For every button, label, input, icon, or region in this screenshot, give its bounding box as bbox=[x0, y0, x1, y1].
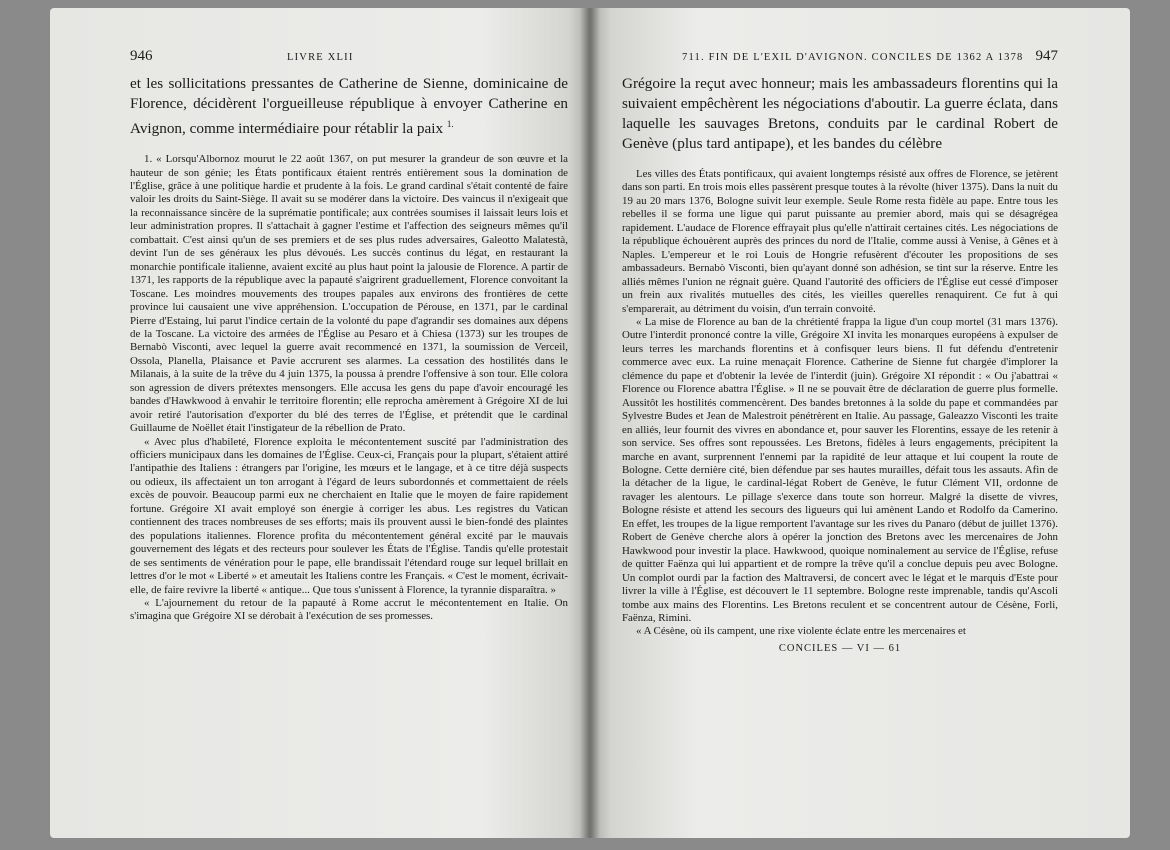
left-note-paragraph: « L'ajournement du retour de la papauté à Rome accrut le mécontentement en Italie. On s'imagina que Grégoire XI se dérobait à l'exécution de ses promesses. bbox=[130, 597, 568, 623]
left-page bbox=[50, 8, 590, 838]
right-page bbox=[590, 8, 1130, 838]
footnote-reference: 1. bbox=[446, 119, 454, 129]
right-running-head bbox=[622, 48, 1058, 66]
left-note-paragraph: « Avec plus d'habileté, Florence exploita le mécontentement suscité par l'administration des officiers municipaux dans les domaines de l'Église. Ceux-ci, Français pour la plupart, s'étaient attiré l'antipathie des Italiens : étrangers par l'origine, les mœurs et le langage, et à ce titre déjà suspects ou odieux, ils affectaient un ton arrogant à l'égard de leurs subordonnés et commettaient de réels excès de pouvoir. Beaucoup parmi eux ne cherchaient en Italie que le moyen de faire rapidement fortune. Grégoire XI avait employé son énergie à corriger les abus. Les registres du Vatican contiennent des traces nombreuses de ses efforts; mais ils prouvent aussi le bien-fondé des plaintes des populations italiennes. Florence profita du mécontentement général excité par le mauvais gouvernement des légats et des recteurs pour soulever les États de l'Église. Tandis qu'elle protestait de ses sentiments de vénération pour le pape, elle brandissait l'étendard rouge sur lequel brillait en lettres d'or le mot « Liberté » et ameutait les Italiens contre les Français. « C'est le moment, écrivait-elle, de faire revivre la liberté « antique... Que tous s'unissent à Florence, la tyrannie disparaîtra. » bbox=[130, 435, 568, 596]
right-note-paragraph: « A Césène, où ils campent, une rixe violente éclate entre les mercenaires et bbox=[636, 625, 966, 638]
signature-mark: CONCILES — VI — 61 bbox=[778, 642, 902, 654]
left-page-number: 946 bbox=[130, 48, 153, 64]
right-body-text: Grégoire la reçut avec honneur; mais les ambassadeurs florentins qui la suivaient empêchèrent les négociations d'aboutir. La guerre éclata, dans laquelle les sauvages Bretons, conduits par le cardinal Robert de Genève (plus tard antipape), et les bandes du célèbre bbox=[622, 75, 1058, 152]
left-running-head bbox=[130, 48, 568, 66]
left-note-paragraph: 1. « Lorsqu'Albornoz mourut le 22 août 1367, on put mesurer la grandeur de son œuvre et la hauteur de son génie; les États pontificaux étaient rentrés entièrement sous la domination de l'Église, grâce à une politique hardie et prudente à la fois. Le grand cardinal s'était contenté de faire valoir les droits du Saint-Siège. Il avait su se modérer dans la victoire. Des vaincus il n'exigeait que la reconnaissance sincère de la suprématie pontificale; aux contrées soumises il laissait leurs lois et leur administration propres. Il s'attachait à gagner l'estime et l'affection des seigneurs mêmes qu'il combattait. C'est ainsi qu'un de ses premiers et de ses plus rudes adversaires, Galeotto Malatestà, devint l'un de ses généraux les plus dévoués. Les succès continus du légat, en restaurant la monarchie pontificale italienne, avaient excité au plus haut point la jalousie de Florence. A partir de 1371, les rapports de la république avec la papauté s'aigrirent graduellement, Florence convoitant la Toscane. Les moindres mouvements des troupes papales aux environs des frontières de cette province lui causaient une vive appréhension. L'occupation de Pérouse, en 1371, par le cardinal Pierre d'Estaing, lui parut l'indice certain de la volonté du pape d'agrandir ses domaines aux dépens de la Toscane. La victoire des armées de l'Église au Pesaro et à Chiesa (1373) sur les troupes de Bernabò Visconti, avec lequel la guerre avait recommencé en 1371, la soumission de Verceil, Ossola, Planella, Plaisance et Pavie accrurent ses alarmes. La cessation des hostilités dans le Milanais, à la suite de la trêve du 4 juin 1375, la poussa à prendre l'offensive à son tour. Elle colora son agression de divers prétextes mensongers. Elle accusa les gens du pape d'avoir encouragé les bandes d'Hawkwood à envahir le territoire florentin; elle reprocha amèrement à Grégoire XI de lui avoir retiré l'autorisation d'exporter du blé des terres de l'Église, et prétendit que le cardinal Guillaume de Noëllet était l'instigateur de la rébellion de Prato. bbox=[130, 153, 568, 435]
left-body-paragraph: et les sollicitations pressantes de Catherine de Sienne, dominicaine de Florence, décidèrent l'orgueilleuse république à envoyer Catherine en Avignon, comme intermédiaire pour rétablir la paix bbox=[130, 75, 568, 138]
right-page-number: 947 bbox=[1035, 48, 1058, 64]
right-note-paragraph: Les villes des États pontificaux, qui avaient longtemps résisté aux offres de Florence, se jetèrent dans son parti. En trois mois elles passèrent presque toutes à la révolte (hiver 1375). Dans la nuit du 19 au 20 mars 1376, Bologne suivit leur exemple. Seule Rome resta fidèle au pape. Entre tous les rebelles il se forma une ligue qui parut puissante au premier abord, mais qui se désagrégea rapidement. L'audace de Florence effrayait plus qu'elle n'attirait certaines cités. Les négociations de la république échouèrent auprès des princes du nord de l'Italie, comme aussi à Venise, à Gênes et à Naples. L'empereur et le roi Louis de Hongrie refusèrent d'écouter les propositions de ses ambassadeurs. Bernabò Visconti, bien qu'ayant donné son adhésion, se tint sur la réserve. Entre les alliés mêmes l'union ne régnait guère. Quand l'autorité des officiers de l'Église eut cessé d'imposer un frein aux rivalités mutuelles des cités, les vieilles querelles renaquirent. Ce fut à qui s'emparerait, au détriment du voisin, d'un terrain convoité. bbox=[622, 168, 1058, 315]
right-note-paragraph: « La mise de Florence au ban de la chrétienté frappa la ligue d'un coup mortel (31 mars 1376). Outre l'interdit prononcé contre la ville, Grégoire XI invita les monarques européens à expulser de leurs terres les marchands florentins et à confisquer leurs biens. Il fut défendu d'entretenir commerce avec eux. La ruine menaçait Florence. Catherine de Sienne fut chargée d'implorer la clémence du pape et d'obtenir la levée de l'interdit (juin). Grégoire XI répondit : « Ou j'abattrai « Florence ou Florence abattra l'Église. » Il ne se pouvait être de déclaration de guerre plus formelle. Aussitôt les hostilités commencèrent. Des bandes bretonnes à la solde du pape et commandées par Sylvestre Budes et Jean de Malestroit pénétrèrent en Italie. Au passage, Galeazzo Visconti les traite en alliés, leur fournit des vivres en abondance et, pour sauver les Florentins, essaye de les retenir à son service. Ses offres sont repoussées. Les Bretons, fidèles à leurs engagements, précipitent la marche en avant, surprennent l'ennemi par la rapidité de leur attaque et lui coupent la route de Bologne. Cette dernière cité, bien défendue par ses hautes murailles, défait tous les assauts. Afin de la détacher de la ligue, le cardinal-légat Robert de Genève, le futur Clément VII, ordonne de ravager les alentours. Le pillage s'exerce dans toute son horreur. Malgré la disette de vivres, Bologne résiste et attend les secours des ligueurs qui lui amènent Lando et Rodolfo da Camerino. En effet, les troupes de la ligue remportent l'avantage sur les rives du Panaro (début de juillet 1376). Robert de Genève cherche alors à opérer la jonction des Bretons avec les mercenaires de John Hawkwood pour investir la place. Hawkwood, quoique nominalement au service de l'Église, refuse de quitter Faënza qui lui appartient et de rompre la trêve qu'il a conclue depuis peu avec Bologne. Un complot ourdi par la faction des Maltraversi, de concert avec le légat et le marquis d'Este pour livrer la ville à l'Église, est découvert le 11 septembre. Bologne reste imprenable, tandis qu'Ascoli tombe aux mains des Florentins. Les Bretons reculent et se concentrent autour de Césène, Forli, Faënza, Rimini. bbox=[622, 315, 1058, 624]
left-running-title: LIVRE XLII bbox=[286, 52, 354, 63]
book-gutter bbox=[580, 8, 600, 838]
left-body-text bbox=[130, 74, 568, 139]
right-running-title: 711. FIN DE L'EXIL D'AVIGNON. CONCILES DE 1362 A 1378 bbox=[682, 52, 1024, 63]
